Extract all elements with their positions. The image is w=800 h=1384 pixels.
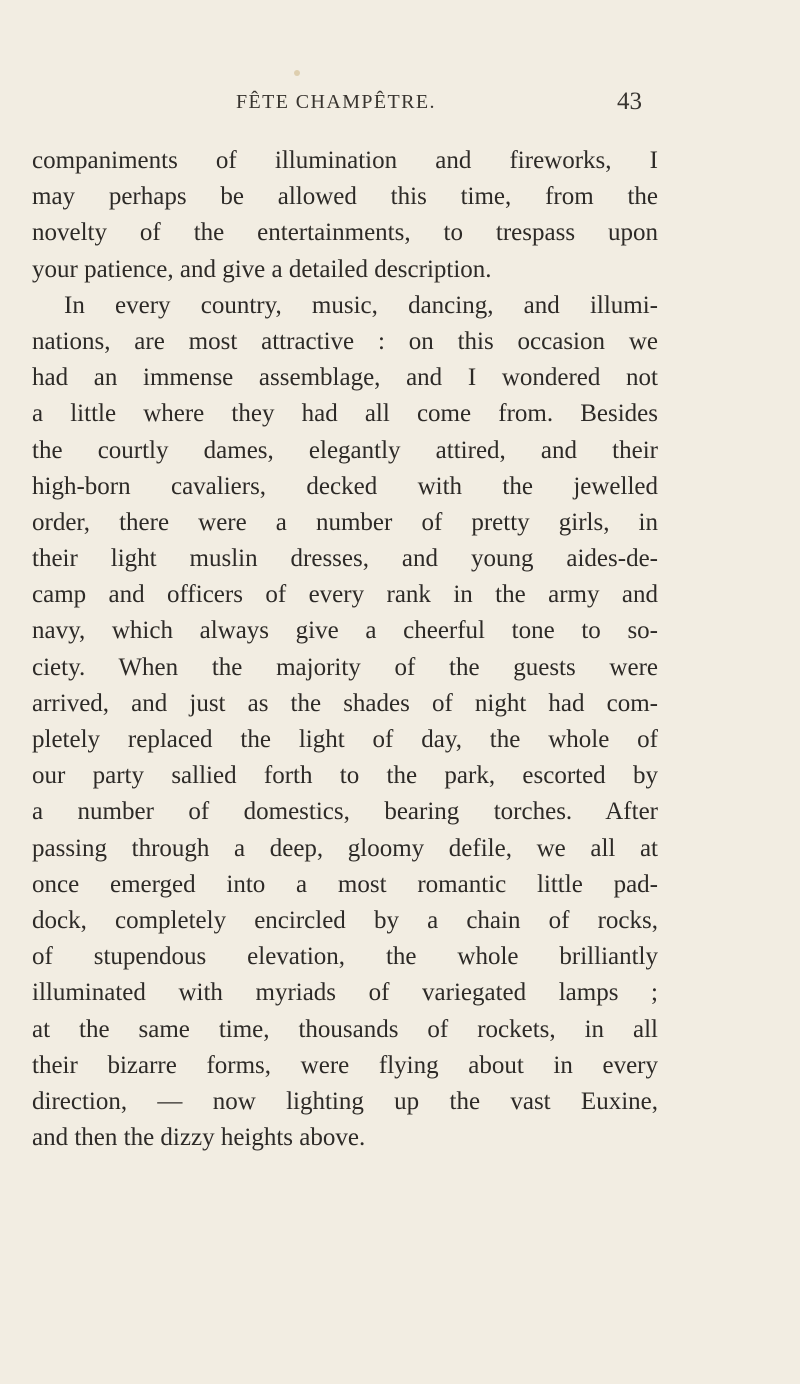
text-line: order, there were a number of pretty girls, in	[32, 508, 658, 536]
text-line: a number of domestics, bearing torches. After	[32, 798, 658, 826]
running-head	[0, 88, 800, 116]
text-line: dock, completely encircled by a chain of rocks,	[32, 906, 658, 934]
text-line: of stupendous elevation, the whole brilliantly	[32, 943, 658, 971]
text-line: arrived, and just as the shades of night had com-	[32, 689, 658, 717]
text-line: novelty of the entertainments, to trespass upon	[32, 219, 658, 247]
page-number: 43	[617, 88, 642, 115]
text-line: the courtly dames, elegantly attired, and their	[32, 436, 658, 464]
text-line: their light muslin dresses, and young aides-de-	[32, 545, 658, 573]
text-line: their bizarre forms, were flying about in every	[32, 1051, 658, 1079]
text-line: pletely replaced the light of day, the whole of	[32, 726, 658, 753]
paragraph-start-line: In every country, music, dancing, and illumi-	[64, 291, 658, 319]
text-line: may perhaps be allowed this time, from the	[32, 183, 658, 211]
text-line: companiments of illumination and fireworks, I	[32, 147, 658, 174]
text-line: ciety. When the majority of the guests were	[32, 653, 658, 681]
running-title: FÊTE CHAMPÊTRE.	[236, 91, 436, 113]
text-line: nations, are most attractive : on this occasion we	[32, 327, 658, 355]
text-line: our party sallied forth to the park, escorted by	[32, 762, 658, 790]
text-line: high-born cavaliers, decked with the jewelled	[32, 472, 658, 500]
text-line: passing through a deep, gloomy defile, we all at	[32, 834, 658, 862]
text-line: illuminated with myriads of variegated lamps ;	[32, 979, 658, 1007]
text-line: a little where they had all come from. Besides	[32, 400, 658, 428]
text-line: and then the dizzy heights above.	[32, 1124, 366, 1152]
text-line: once emerged into a most romantic little pad-	[32, 870, 658, 898]
text-line: your patience, and give a detailed description.	[32, 255, 492, 283]
ink-speck	[294, 70, 300, 76]
text-line: at the same time, thousands of rockets, in all	[32, 1015, 658, 1043]
text-line: navy, which always give a cheerful tone to so-	[32, 617, 658, 645]
text-line: direction, — now lighting up the vast Euxine,	[32, 1087, 658, 1115]
body-text	[32, 143, 658, 1156]
text-line: camp and officers of every rank in the army and	[32, 581, 658, 609]
text-line: had an immense assemblage, and I wondered not	[32, 364, 658, 392]
